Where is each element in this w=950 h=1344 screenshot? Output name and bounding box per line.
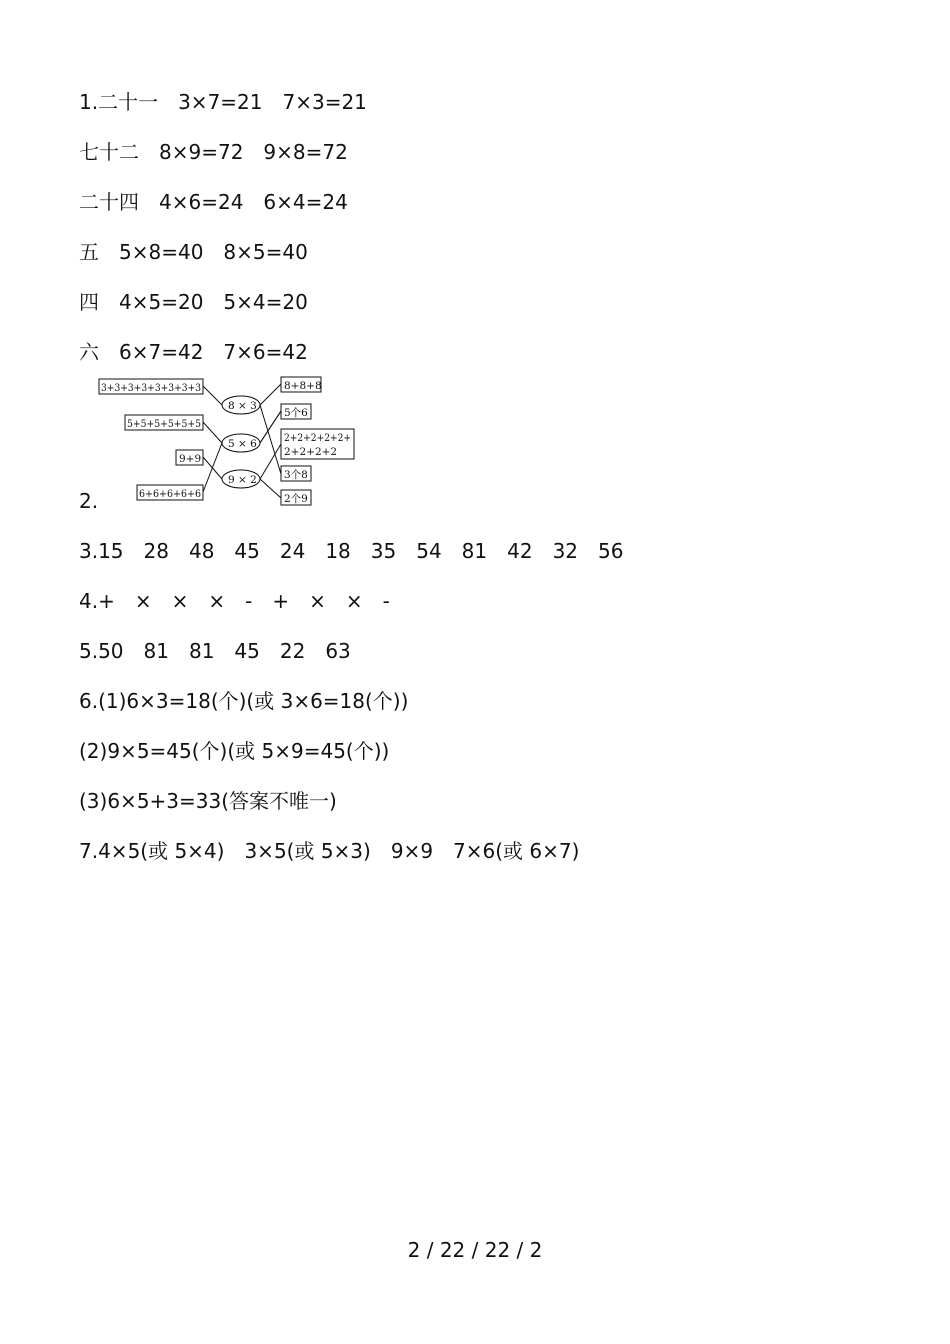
answer-6-part-2: (2)9×5=45(个)(或 5×9=45(个)) — [79, 739, 390, 763]
center-oval-2-text: 5 × 6 — [228, 438, 257, 450]
connector-line — [203, 422, 222, 443]
page-number: 2 / 22 / 22 / 2 — [407, 1238, 543, 1262]
connector-line — [260, 444, 281, 479]
answer-1-line-1: 1.二十一 3×7=21 7×3=21 — [79, 90, 367, 114]
connector-line — [203, 386, 222, 405]
right-box-1-text: 8+8+8 — [284, 380, 322, 392]
answer-5: 5.50 81 81 45 22 63 — [79, 639, 351, 663]
answer-3: 3.15 28 48 45 24 18 35 54 81 42 32 56 — [79, 539, 624, 563]
right-box-4-text: 3个8 — [284, 469, 308, 481]
center-oval-3-text: 9 × 2 — [228, 474, 257, 486]
matching-diagram — [96, 374, 358, 510]
answer-1-line-2: 七十二 8×9=72 9×8=72 — [79, 140, 348, 164]
left-box-4-text: 6+6+6+6+6 — [139, 488, 202, 500]
left-box-1-text: 3+3+3+3+3+3+3+3 — [101, 382, 201, 394]
connector-line — [203, 443, 222, 492]
right-box-5-text: 2个9 — [284, 493, 308, 505]
answer-6-part-1: 6.(1)6×3=18(个)(或 3×6=18(个)) — [79, 689, 409, 713]
answer-2-label: 2. — [79, 489, 99, 513]
answer-7: 7.4×5(或 5×4) 3×5(或 5×3) 9×9 7×6(或 6×7) — [79, 839, 580, 863]
answer-1-line-3: 二十四 4×6=24 6×4=24 — [79, 190, 348, 214]
right-box-2-text: 5个6 — [284, 407, 308, 419]
answer-1-line-6: 六 6×7=42 7×6=42 — [79, 340, 308, 364]
left-box-3-text: 9+9 — [179, 453, 202, 465]
right-box-3-text-line-1: 2+2+2+2+2+ — [284, 432, 351, 444]
left-box-2-text: 5+5+5+5+5+5 — [127, 418, 201, 430]
answer-4: 4.+ × × × - + × × - — [79, 589, 390, 613]
center-oval-1-text: 8 × 3 — [228, 400, 257, 412]
right-box-3-text-line-2: 2+2+2+2 — [284, 446, 338, 458]
answer-1-line-4: 五 5×8=40 8×5=40 — [79, 240, 308, 264]
connector-line — [260, 384, 281, 405]
connector-line — [260, 479, 281, 498]
answer-6-part-3: (3)6×5+3=33(答案不唯一) — [79, 789, 337, 813]
answer-1-line-5: 四 4×5=20 5×4=20 — [79, 290, 308, 314]
